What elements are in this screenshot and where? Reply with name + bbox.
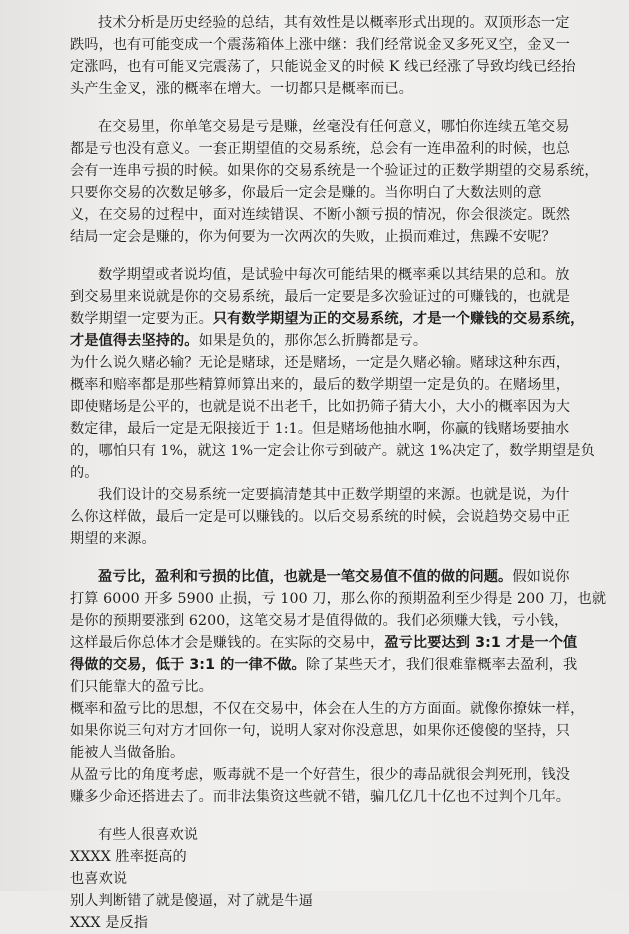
text-line: 头产生金叉，涨的概率在增大。一切都只是概率而已。	[70, 81, 413, 97]
text-line: XXXX 胜率挺高的	[70, 849, 187, 865]
text-line: 打算 6000 开多 5900 止损，亏 100 刀，那么你的预期盈利至少得是 200 刀，也就	[70, 591, 607, 607]
text-bold: 得做的交易，低于 3:1 的一律不做。	[70, 657, 306, 673]
text-line: 结局一定会是赚的，你为何要为一次两次的失败，止损而难过，焦躁不安呢？	[70, 229, 556, 245]
text-line: 数学期望或者说均值，是试验中每次可能结果的概率乘以其结果的总和。放	[98, 267, 570, 283]
text-line: 到交易里来说就是你的交易系统，最后一定要是多次验证过的可赚钱的，也就是	[70, 289, 571, 305]
text-bold: 才是值得去坚持的。	[70, 333, 199, 349]
text-line: 也喜欢说	[70, 871, 128, 887]
text-line: 为什么说久赌必输？无论是赌球，还是赌场，一定是久赌必输。赌球这种东西，	[70, 355, 571, 371]
paragraph-positive-expectation-source	[70, 484, 611, 550]
text-line: XXX 是反指	[70, 915, 149, 931]
text-bold: 只有数学期望为正的交易系统，才是一个赚钱的交易系统，	[212, 311, 585, 327]
text-line: 如果你说三句对方才回你一句，说明人家对你没意思，如果你还傻傻的坚持，只	[70, 723, 571, 739]
text-plain: 这样最后你总体才会是赚钱的。在实际的交易中，	[70, 635, 385, 651]
text-line: 赚多少命还搭进去了。而非法集资这些就不错，骗几亿几十亿也不过判个几年。	[70, 789, 571, 805]
text-line: 都是亏也没有意义。一套正期望值的交易系统，总会有一连串盈利的时候，也总	[70, 141, 571, 157]
text-bold: 盈亏比要达到 3:1 才是一个值	[384, 635, 578, 651]
text-line: 跌吗，也有可能变成一个震荡箱体上涨中继：我们经常说金叉多死叉空，金叉一	[70, 37, 571, 53]
text-line: 定涨吗，也有可能叉完震荡了，只能说金叉的时候 K 线已经涨了导致均线已经抬	[70, 59, 576, 75]
text-plain: 数学期望一定要为正。	[70, 311, 213, 327]
paragraph-risk-reward	[70, 566, 611, 808]
text-line: 即使赌场是公平的，也就是说不出老千，比如扔筛子猜大小，大小的概率因为大	[70, 399, 571, 415]
text-line	[70, 308, 611, 330]
text-line: 的。	[70, 465, 99, 481]
text-line: 概率和赔率都是那些精算师算出来的，最后的数学期望一定是负的。在赌场里，	[70, 377, 571, 393]
text-bold: 盈亏比，盈利和亏损的比值，也就是一笔交易值不值的做的问题。	[98, 569, 513, 585]
text-line: 们只能靠大的盈亏比。	[70, 679, 213, 695]
text-line: 我们设计的交易系统一定要搞清楚其中正数学期望的来源。也就是说，为什	[98, 487, 570, 503]
text-line: 义，在交易的过程中，面对连续错误、不断小额亏损的情况，你会很淡定。既然	[70, 207, 571, 223]
text-plain: 除了某些天才，我们很难靠概率去盈利，我	[305, 657, 578, 673]
text-line: 概率和盈亏比的思想，不仅在交易中，体会在人生的方方面面。就像你撩妹一样，	[70, 701, 585, 717]
text-plain: 如果是负的，那你怎么折腾都是亏。	[198, 333, 428, 349]
text-plain: 假如说你	[512, 569, 570, 585]
paragraph-technical-analysis	[70, 12, 611, 100]
text-line: 从盈亏比的角度考虑，贩毒就不是一个好营生，很少的毒品就很会判死刑，钱没	[70, 767, 571, 783]
text-line: 只要你交易的次数足够多，你最后一定会是赚的。当你明白了大数法则的意	[70, 185, 542, 201]
paragraph-single-trade	[70, 116, 611, 248]
text-line	[70, 654, 611, 676]
text-line: 能被人当做备胎。	[70, 745, 185, 761]
text-line: 期望的来源。	[70, 531, 156, 547]
text-line: 么你这样做，最后一定是可以赚钱的。以后交易系统的时候，会说趋势交易中正	[70, 509, 571, 525]
text-line	[70, 632, 611, 654]
text-line	[70, 566, 611, 588]
paragraph-some-people	[70, 824, 611, 934]
paragraph-expectation	[70, 264, 611, 484]
text-line	[70, 330, 611, 352]
text-line: 别人判断错了就是傻逼，对了就是牛逼	[70, 893, 313, 909]
text-line: 技术分析是历史经验的总结，其有效性是以概率形式出现的。双顶形态一定	[98, 15, 570, 31]
text-line: 的，哪怕只有 1%，就这 1%一定会让你亏到破产。就这 1%决定了，数学期望是负	[70, 443, 595, 459]
text-line: 是你的预期要涨到 6200，这笔交易才是值得做的。我们必须赚大钱，亏小钱，	[70, 613, 569, 629]
text-line: 有些人很喜欢说	[98, 827, 199, 843]
text-line: 在交易里，你单笔交易是亏是赚，丝毫没有任何意义，哪怕你连续五笔交易	[98, 119, 570, 135]
text-line: 数定律，最后一定是无限接近于 1:1。但是赌场他抽水啊，你赢的钱赌场要抽水	[70, 421, 570, 437]
text-line: 会有一连串亏损的时候。如果你的交易系统是一个验证过的正数学期望的交易系统，	[70, 163, 599, 179]
